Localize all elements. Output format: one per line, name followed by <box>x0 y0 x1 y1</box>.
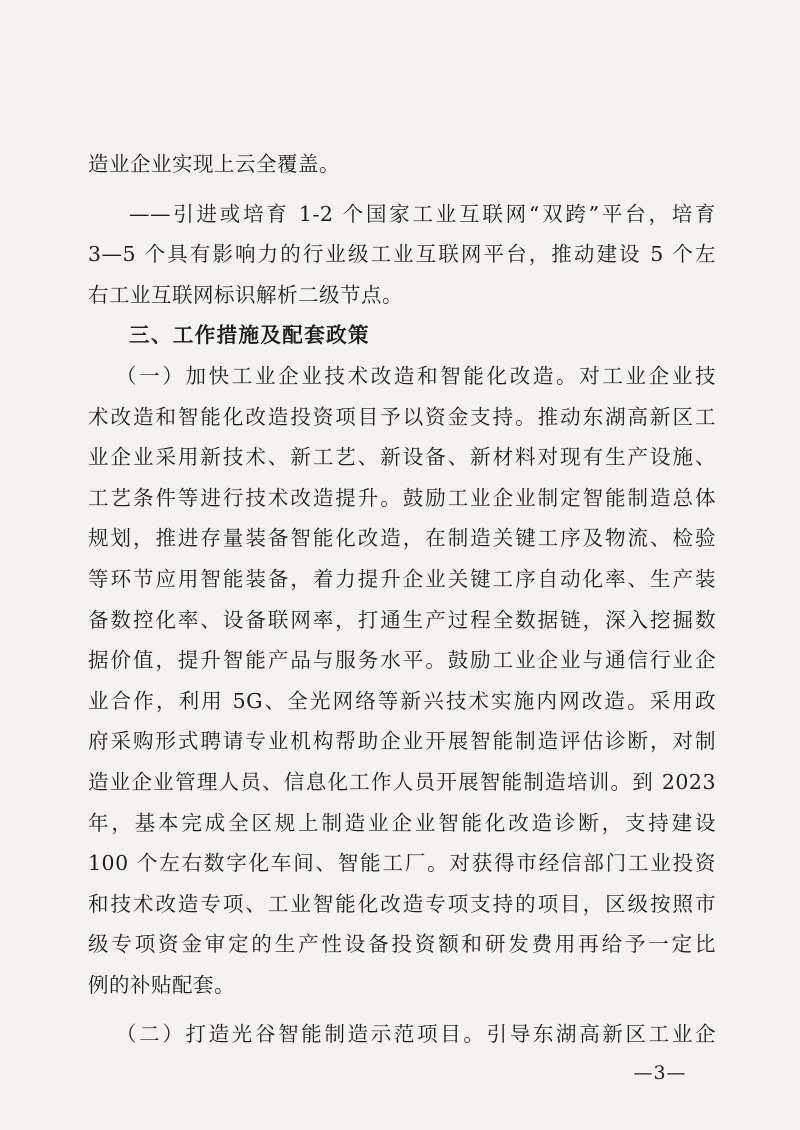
text-line: 备数控化率、设备联网率，打通生产过程全数据链，深入挖掘数 <box>88 607 716 632</box>
page-number: —3— <box>633 1062 687 1084</box>
document-body <box>88 144 716 1055</box>
text-line: 造业企业管理人员、信息化工作人员开展智能制造培训。到 2023 <box>88 769 716 794</box>
text-line: （一）加快工业企业技术改造和智能化改造。对工业企业技 <box>116 363 716 388</box>
text-line: （二）打造光谷智能制造示范项目。引导东湖高新区工业企 <box>116 1022 716 1047</box>
text-line: 工艺条件等进行技术改造提升。鼓励工业企业制定智能制造总体 <box>88 485 716 510</box>
text-line: 和技术改造专项、工业智能化改造专项支持的项目，区级按照市 <box>88 891 716 916</box>
text-line: 级专项资金审定的生产性设备投资额和研发费用再给予一定比 <box>88 932 716 957</box>
section-heading: 三、工作措施及配套政策 <box>129 323 370 348</box>
text-line: 例的补贴配套。 <box>88 972 235 997</box>
paragraph-gap <box>88 185 716 194</box>
text-line: 100 个左右数字化车间、智能工厂。对获得市经信部门工业投资 <box>88 851 716 876</box>
text-line: 3—5 个具有影响力的行业级工业互联网平台，推动建设 5 个左 <box>88 242 716 267</box>
text-line: 右工业互联网标识解析二级节点。 <box>88 282 403 307</box>
text-line: 业合作，利用 5G、全光网络等新兴技术实施内网改造。采用政 <box>88 688 716 713</box>
text-line: 年，基本完成全区规上制造业企业智能化改造诊断，支持建设 <box>88 810 716 835</box>
text-line: 规划，推进存量装备智能化改造，在制造关键工序及物流、检验 <box>88 526 716 551</box>
text-line: ——引进或培育 1-2 个国家工业互联网“双跨”平台，培育 <box>129 201 716 226</box>
text-line: 等环节应用智能装备，着力提升企业关键工序自动化率、生产装 <box>88 566 716 591</box>
text-line: 术改造和智能化改造投资项目予以资金支持。推动东湖高新区工 <box>88 404 716 429</box>
text-line: 造业企业实现上云全覆盖。 <box>88 152 340 176</box>
paragraph-gap <box>88 1005 716 1014</box>
text-line: 据价值，提升智能产品与服务水平。鼓励工业企业与通信行业企 <box>88 648 716 673</box>
text-line: 府采购形式聘请专业机构帮助企业开展智能制造评估诊断，对制 <box>88 729 716 754</box>
text-line: 业企业采用新技术、新工艺、新设备、新材料对现有生产设施、 <box>88 445 716 470</box>
